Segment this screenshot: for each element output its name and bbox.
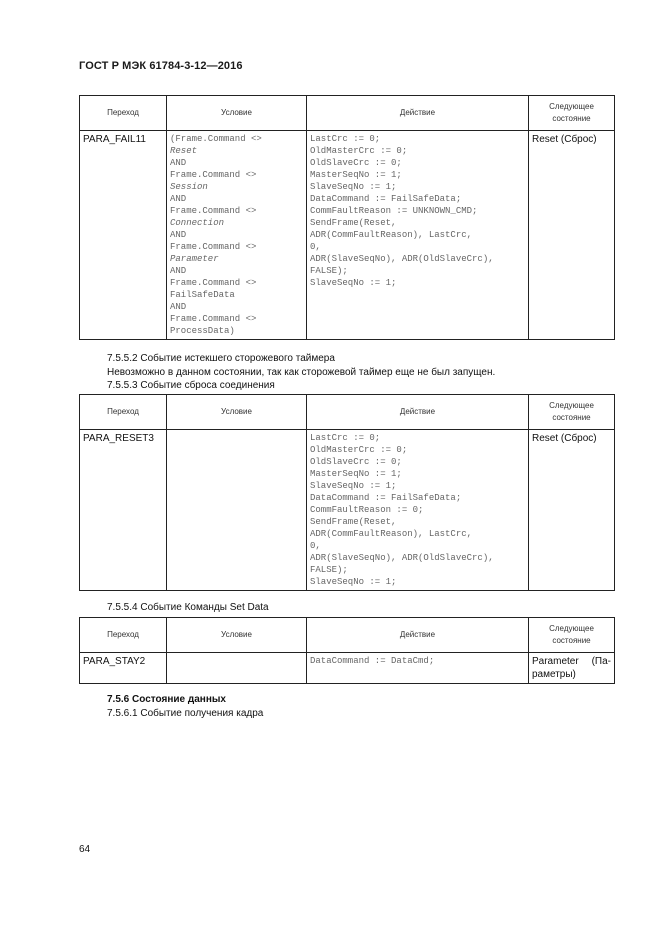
action-line: SlaveSeqNo := 1; xyxy=(310,182,397,192)
section-heading-7561: 7.5.6.1 Событие получения кадра xyxy=(107,708,264,719)
action-line: ADR(CommFaultReason), LastCrc, xyxy=(310,230,473,240)
paragraph-watchdog: Невозможно в данном состоянии, так как сторожевой таймер еще не был запущен. xyxy=(107,367,496,378)
column-header-transition: Переход xyxy=(80,96,167,131)
condition-line: FailSafeData xyxy=(170,290,235,300)
action-line: SlaveSeqNo := 1; xyxy=(310,481,397,491)
table-row xyxy=(80,430,615,591)
column-header-transition: Переход xyxy=(80,395,167,430)
column-header-condition: Условие xyxy=(167,618,307,653)
condition-line: ProcessData) xyxy=(170,326,235,336)
column-header-condition: Условие xyxy=(167,395,307,430)
next-state-line: раметры) xyxy=(532,669,576,680)
condition-line: AND xyxy=(170,230,187,240)
condition-line: AND xyxy=(170,194,187,204)
transition-table-stay2 xyxy=(79,617,615,684)
column-header-action: Действие xyxy=(307,618,529,653)
action-line: 0, xyxy=(310,541,321,551)
action-line: SendFrame(Reset, xyxy=(310,218,397,228)
column-header-next-state: Следующее состояние xyxy=(529,96,615,131)
page-number: 64 xyxy=(79,844,91,855)
action-line: SendFrame(Reset, xyxy=(310,517,397,527)
section-heading-7552: 7.5.5.2 Событие истекшего сторожевого таймера xyxy=(107,353,335,364)
action-cell xyxy=(307,131,529,340)
action-line: OldSlaveCrc := 0; xyxy=(310,158,402,168)
action-line: FALSE); xyxy=(310,565,348,575)
action-line: CommFaultReason := 0; xyxy=(310,505,424,515)
condition-line: Frame.Command <> xyxy=(170,206,257,216)
condition-line: Frame.Command <> xyxy=(170,242,257,252)
column-header-transition: Переход xyxy=(80,618,167,653)
condition-line: AND xyxy=(170,302,187,312)
action-line: LastCrc := 0; xyxy=(310,433,381,443)
action-line: ADR(SlaveSeqNo), ADR(OldSlaveCrc), xyxy=(310,553,494,563)
condition-cell xyxy=(167,430,307,591)
action-line: CommFaultReason := UNKNOWN_CMD; xyxy=(310,206,478,216)
condition-line: Frame.Command <> xyxy=(170,314,257,324)
action-line: OldMasterCrc := 0; xyxy=(310,445,408,455)
action-line: SlaveSeqNo := 1; xyxy=(310,278,397,288)
transition-table-reset3 xyxy=(79,394,615,591)
condition-line: Reset xyxy=(170,146,198,156)
action-line: 0, xyxy=(310,242,321,252)
condition-line: (Frame.Command <> xyxy=(170,134,262,144)
transition-table-fail11 xyxy=(79,95,615,340)
action-line: ADR(SlaveSeqNo), ADR(OldSlaveCrc), xyxy=(310,254,494,264)
section-heading-7554: 7.5.5.4 Событие Команды Set Data xyxy=(107,602,269,613)
transition-cell: PARA_RESET3 xyxy=(80,430,167,591)
condition-line: Frame.Command <> xyxy=(170,278,257,288)
section-heading-756: 7.5.6 Состояние данных xyxy=(107,694,226,705)
condition-line: AND xyxy=(170,266,187,276)
condition-line: AND xyxy=(170,158,187,168)
next-state-cell xyxy=(529,653,615,684)
action-line: DataCommand := FailSafeData; xyxy=(310,493,462,503)
condition-cell xyxy=(167,131,307,340)
column-header-action: Действие xyxy=(307,96,529,131)
column-header-action: Действие xyxy=(307,395,529,430)
table-row xyxy=(80,131,615,340)
action-line: DataCommand := DataCmd; xyxy=(310,656,435,666)
document-header: ГОСТ Р МЭК 61784-3-12—2016 xyxy=(79,60,243,72)
column-header-condition: Условие xyxy=(167,96,307,131)
next-state-line: Parameter (Па- xyxy=(532,656,611,667)
condition-line: Parameter xyxy=(170,254,219,264)
action-line: MasterSeqNo := 1; xyxy=(310,469,402,479)
condition-line: Connection xyxy=(170,218,225,228)
table-header-row xyxy=(80,96,615,131)
table-header-row xyxy=(80,618,615,653)
action-line: OldMasterCrc := 0; xyxy=(310,146,408,156)
transition-cell: PARA_FAIL11 xyxy=(80,131,167,340)
table-row xyxy=(80,653,615,684)
table-header-row xyxy=(80,395,615,430)
condition-line: Frame.Command <> xyxy=(170,170,257,180)
action-cell xyxy=(307,430,529,591)
column-header-next-state: Следующее состояние xyxy=(529,618,615,653)
action-line: MasterSeqNo := 1; xyxy=(310,170,402,180)
column-header-next-state: Следующее состояние xyxy=(529,395,615,430)
next-state-cell: Reset (Сброс) xyxy=(529,430,615,591)
action-line: LastCrc := 0; xyxy=(310,134,381,144)
condition-line: Session xyxy=(170,182,208,192)
action-cell xyxy=(307,653,529,684)
next-state-cell: Reset (Сброс) xyxy=(529,131,615,340)
action-line: DataCommand := FailSafeData; xyxy=(310,194,462,204)
action-line: FALSE); xyxy=(310,266,348,276)
action-line: OldSlaveCrc := 0; xyxy=(310,457,402,467)
action-line: ADR(CommFaultReason), LastCrc, xyxy=(310,529,473,539)
section-heading-7553: 7.5.5.3 Событие сброса соединения xyxy=(107,380,275,391)
condition-cell xyxy=(167,653,307,684)
transition-cell: PARA_STAY2 xyxy=(80,653,167,684)
action-line: SlaveSeqNo := 1; xyxy=(310,577,397,587)
